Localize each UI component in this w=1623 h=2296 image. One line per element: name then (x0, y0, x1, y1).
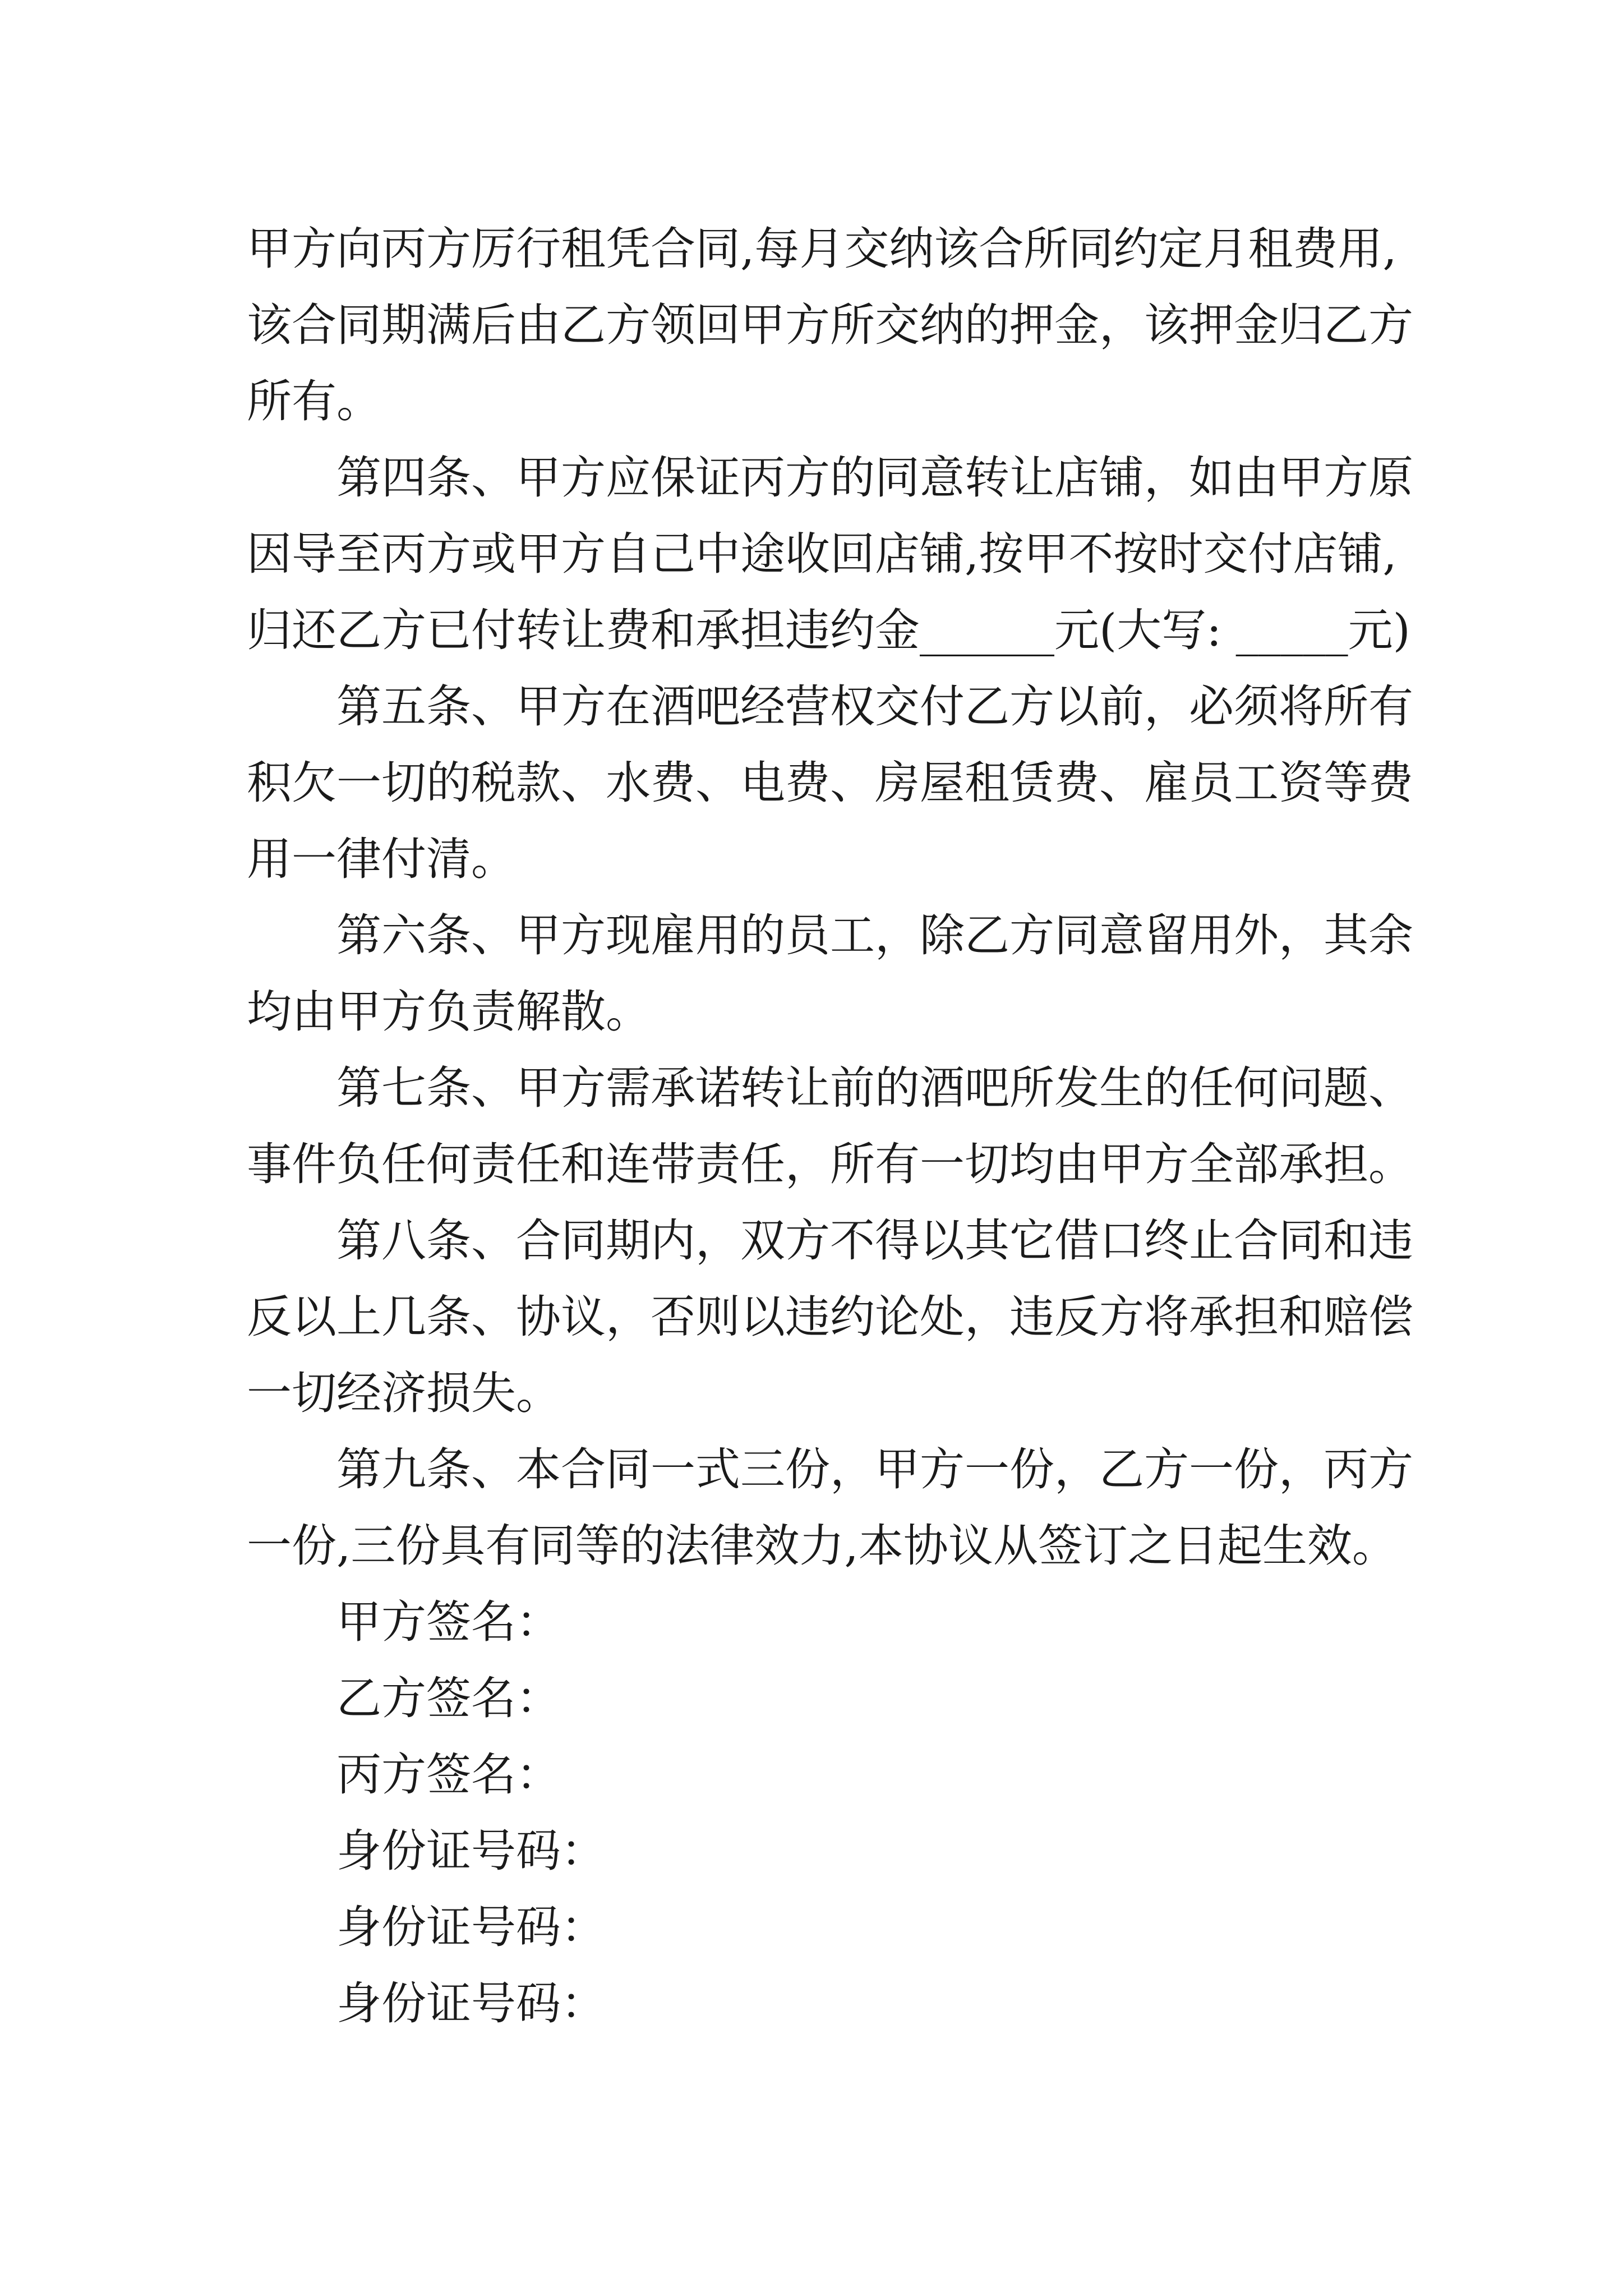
id-number-label: 身份证号码： (336, 1825, 606, 1877)
paragraph-lease-continuation (247, 211, 1447, 440)
text-line: 均由甲方负责解散。 (247, 986, 651, 1038)
text-line: 反以上几条、协议，否则以违约论处，违反方将承担和赔偿 (247, 1291, 1413, 1343)
text-line: 第六条、甲方现雇用的员工，除乙方同意留用外，其余 (336, 909, 1413, 961)
text-line: 一份,三份具有同等的法律效力,本协议从签订之日起生效。 (247, 1520, 1397, 1572)
id-number-label: 身份证号码： (336, 1901, 606, 1953)
paragraph-article-9 (247, 1432, 1447, 1584)
signature-block (247, 1584, 1447, 2042)
text-line: 第七条、甲方需承诺转让前的酒吧所发生的任何问题、 (336, 1062, 1413, 1114)
text-line: 用一律付清。 (247, 833, 516, 885)
paragraph-article-8 (247, 1203, 1447, 1432)
text-line: 第五条、甲方在酒吧经营权交付乙方以前，必须将所有 (336, 680, 1413, 733)
signature-party-a-label: 甲方签名： (336, 1596, 561, 1648)
text-line: 该合同期满后由乙方领回甲方所交纳的押金，该押金归乙方 (247, 299, 1413, 351)
text-line: 积欠一切的税款、水费、电费、房屋租赁费、雇员工资等费 (247, 757, 1413, 809)
signature-party-b-label: 乙方签名： (336, 1672, 561, 1724)
paragraph-article-4 (247, 440, 1447, 669)
text-line: 事件负任何责任和连带责任，所有一切均由甲方全部承担。 (247, 1138, 1413, 1190)
text-line: 所有。 (247, 375, 381, 427)
id-number-label: 身份证号码： (336, 1977, 606, 2030)
text-line: 第四条、甲方应保证丙方的同意转让店铺，如由甲方原 (336, 452, 1413, 504)
paragraph-article-5 (247, 669, 1447, 898)
paragraph-article-6 (247, 898, 1447, 1050)
signature-party-c-label: 丙方签名： (336, 1749, 561, 1801)
text-line: 因导至丙方或甲方自己中途收回店铺,按甲不按时交付店铺, (247, 528, 1397, 580)
paragraph-article-7 (247, 1050, 1447, 1203)
text-line: 一切经济损失。 (247, 1367, 561, 1419)
text-line: 第九条、本合同一式三份，甲方一份，乙方一份，丙方 (336, 1443, 1413, 1496)
document-body (247, 211, 1447, 2042)
text-line: 归还乙方已付转让费和承担违约金______元(大写: _____元) (247, 604, 1410, 656)
text-line: 甲方向丙方厉行租凭合同,每月交纳该合所同约定月租费用, (247, 223, 1397, 275)
text-line: 第八条、合同期内，双方不得以其它借口终止合同和违 (336, 1214, 1413, 1267)
